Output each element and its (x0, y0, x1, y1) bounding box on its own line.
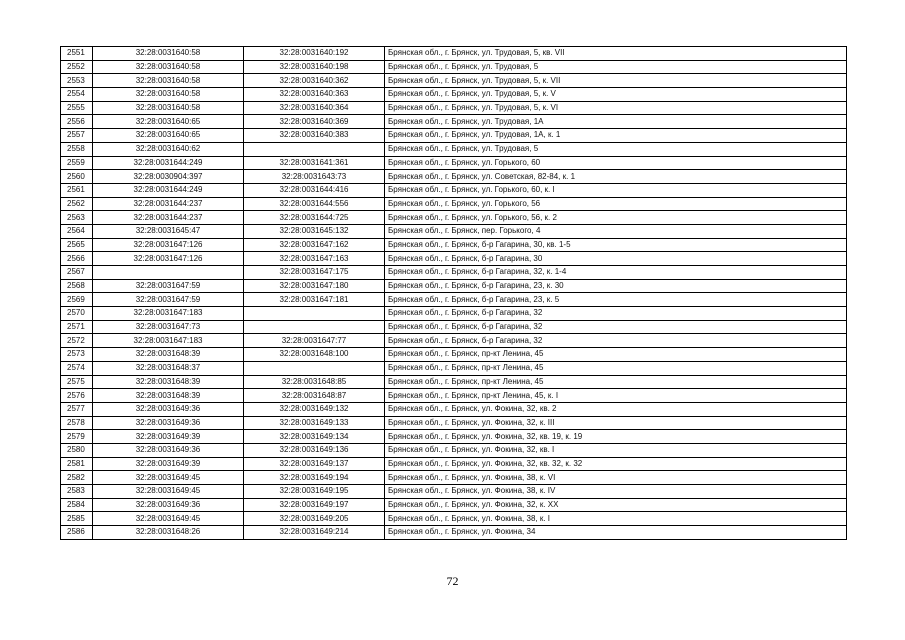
row-index-cell: 2575 (61, 375, 93, 389)
address-cell: Брянская обл., г. Брянск, пр-кт Ленина, 45 (385, 375, 847, 389)
parcel-number-cell: 32:28:0031640:58 (93, 60, 244, 74)
parcel-number-cell: 32:28:0031649:39 (93, 430, 244, 444)
row-index-cell: 2579 (61, 430, 93, 444)
parcel-number-cell: 32:28:0031648:39 (93, 348, 244, 362)
address-cell: Брянская обл., г. Брянск, ул. Трудовая, 5, кв. VII (385, 47, 847, 61)
table-row (61, 402, 847, 416)
row-index-cell: 2583 (61, 485, 93, 499)
row-index-cell: 2565 (61, 238, 93, 252)
row-index-cell: 2553 (61, 74, 93, 88)
parcel-number-cell: 32:28:0031648:39 (93, 389, 244, 403)
table-row (61, 416, 847, 430)
table-row (61, 211, 847, 225)
row-index-cell: 2568 (61, 279, 93, 293)
object-number-cell: 32:28:0031644:725 (244, 211, 385, 225)
address-cell: Брянская обл., г. Брянск, ул. Фокина, 32, кв. 32, к. 32 (385, 457, 847, 471)
table-row (61, 279, 847, 293)
object-number-cell: 32:28:0031640:192 (244, 47, 385, 61)
object-number-cell: 32:28:0031649:194 (244, 471, 385, 485)
row-index-cell: 2578 (61, 416, 93, 430)
row-index-cell: 2552 (61, 60, 93, 74)
row-index-cell: 2567 (61, 266, 93, 280)
address-cell: Брянская обл., г. Брянск, ул. Фокина, 32, кв. 19, к. 19 (385, 430, 847, 444)
registry-table (60, 46, 847, 540)
address-cell: Брянская обл., г. Брянск, ул. Трудовая, 1А, к. 1 (385, 129, 847, 143)
table-row (61, 512, 847, 526)
address-cell: Брянская обл., г. Брянск, ул. Трудовая, 5 (385, 142, 847, 156)
row-index-cell: 2557 (61, 129, 93, 143)
table-row (61, 348, 847, 362)
object-number-cell (244, 142, 385, 156)
parcel-number-cell: 32:28:0031647:73 (93, 320, 244, 334)
address-cell: Брянская обл., г. Брянск, ул. Фокина, 32, кв. I (385, 443, 847, 457)
parcel-number-cell: 32:28:0031649:36 (93, 443, 244, 457)
parcel-number-cell (93, 266, 244, 280)
table-row (61, 443, 847, 457)
row-index-cell: 2571 (61, 320, 93, 334)
parcel-number-cell: 32:28:0031645:47 (93, 224, 244, 238)
parcel-number-cell: 32:28:0031649:45 (93, 471, 244, 485)
object-number-cell (244, 320, 385, 334)
address-cell: Брянская обл., г. Брянск, ул. Трудовая, 5, к. VII (385, 74, 847, 88)
parcel-number-cell: 32:28:0031640:62 (93, 142, 244, 156)
parcel-number-cell: 32:28:0031640:58 (93, 88, 244, 102)
object-number-cell: 32:28:0031649:214 (244, 526, 385, 540)
address-cell: Брянская обл., г. Брянск, ул. Фокина, 32, кв. 2 (385, 402, 847, 416)
row-index-cell: 2574 (61, 361, 93, 375)
table-row (61, 307, 847, 321)
address-cell: Брянская обл., г. Брянск, б-р Гагарина, 30 (385, 252, 847, 266)
row-index-cell: 2561 (61, 183, 93, 197)
parcel-number-cell: 32:28:0031649:45 (93, 512, 244, 526)
table-row (61, 320, 847, 334)
object-number-cell: 32:28:0031640:383 (244, 129, 385, 143)
row-index-cell: 2555 (61, 101, 93, 115)
row-index-cell: 2563 (61, 211, 93, 225)
address-cell: Брянская обл., г. Брянск, б-р Гагарина, 23, к. 30 (385, 279, 847, 293)
table-row (61, 457, 847, 471)
object-number-cell (244, 361, 385, 375)
address-cell: Брянская обл., г. Брянск, ул. Трудовая, 5 (385, 60, 847, 74)
object-number-cell: 32:28:0031647:180 (244, 279, 385, 293)
parcel-number-cell: 32:28:0031647:59 (93, 293, 244, 307)
table-row (61, 430, 847, 444)
table-row (61, 183, 847, 197)
table-row (61, 389, 847, 403)
object-number-cell: 32:28:0031640:198 (244, 60, 385, 74)
row-index-cell: 2581 (61, 457, 93, 471)
parcel-number-cell: 32:28:0031640:58 (93, 101, 244, 115)
table-row (61, 74, 847, 88)
object-number-cell: 32:28:0031649:137 (244, 457, 385, 471)
table-row (61, 60, 847, 74)
parcel-number-cell: 32:28:0031647:183 (93, 307, 244, 321)
table-row (61, 115, 847, 129)
row-index-cell: 2558 (61, 142, 93, 156)
address-cell: Брянская обл., г. Брянск, б-р Гагарина, 32, к. 1-4 (385, 266, 847, 280)
object-number-cell: 32:28:0031648:87 (244, 389, 385, 403)
parcel-number-cell: 32:28:0031640:65 (93, 129, 244, 143)
address-cell: Брянская обл., г. Брянск, ул. Фокина, 32, к. XX (385, 498, 847, 512)
object-number-cell (244, 307, 385, 321)
parcel-number-cell: 32:28:0031647:126 (93, 252, 244, 266)
row-index-cell: 2562 (61, 197, 93, 211)
object-number-cell: 32:28:0031645:132 (244, 224, 385, 238)
table-row (61, 334, 847, 348)
row-index-cell: 2570 (61, 307, 93, 321)
row-index-cell: 2580 (61, 443, 93, 457)
table-row (61, 129, 847, 143)
row-index-cell: 2554 (61, 88, 93, 102)
object-number-cell: 32:28:0031647:163 (244, 252, 385, 266)
row-index-cell: 2559 (61, 156, 93, 170)
parcel-number-cell: 32:28:0031649:36 (93, 498, 244, 512)
table-row (61, 375, 847, 389)
address-cell: Брянская обл., г. Брянск, ул. Фокина, 34 (385, 526, 847, 540)
object-number-cell: 32:28:0031649:195 (244, 485, 385, 499)
object-number-cell: 32:28:0031647:181 (244, 293, 385, 307)
address-cell: Брянская обл., г. Брянск, ул. Фокина, 38, к. I (385, 512, 847, 526)
parcel-number-cell: 32:28:0031644:249 (93, 156, 244, 170)
address-cell: Брянская обл., г. Брянск, пр-кт Ленина, 45 (385, 361, 847, 375)
parcel-number-cell: 32:28:0031644:237 (93, 211, 244, 225)
table-row (61, 170, 847, 184)
address-cell: Брянская обл., г. Брянск, ул. Горького, 60, к. I (385, 183, 847, 197)
object-number-cell: 32:28:0031648:85 (244, 375, 385, 389)
row-index-cell: 2586 (61, 526, 93, 540)
parcel-number-cell: 32:28:0031649:36 (93, 402, 244, 416)
parcel-number-cell: 32:28:0031647:59 (93, 279, 244, 293)
address-cell: Брянская обл., г. Брянск, б-р Гагарина, 32 (385, 334, 847, 348)
address-cell: Брянская обл., г. Брянск, ул. Трудовая, 1А (385, 115, 847, 129)
parcel-number-cell: 32:28:0031648:39 (93, 375, 244, 389)
row-index-cell: 2576 (61, 389, 93, 403)
object-number-cell: 32:28:0031643:73 (244, 170, 385, 184)
object-number-cell: 32:28:0031640:364 (244, 101, 385, 115)
row-index-cell: 2572 (61, 334, 93, 348)
parcel-number-cell: 32:28:0031640:58 (93, 74, 244, 88)
table-row (61, 88, 847, 102)
row-index-cell: 2585 (61, 512, 93, 526)
object-number-cell: 32:28:0031649:136 (244, 443, 385, 457)
row-index-cell: 2577 (61, 402, 93, 416)
address-cell: Брянская обл., г. Брянск, ул. Советская, 82-84, к. 1 (385, 170, 847, 184)
row-index-cell: 2556 (61, 115, 93, 129)
address-cell: Брянская обл., г. Брянск, ул. Трудовая, 5, к. V (385, 88, 847, 102)
table-row (61, 252, 847, 266)
parcel-number-cell: 32:28:0031647:183 (93, 334, 244, 348)
address-cell: Брянская обл., г. Брянск, б-р Гагарина, 23, к. 5 (385, 293, 847, 307)
table-row (61, 293, 847, 307)
table-row (61, 238, 847, 252)
address-cell: Брянская обл., г. Брянск, пр-кт Ленина, 45, к. I (385, 389, 847, 403)
address-cell: Брянская обл., г. Брянск, б-р Гагарина, 32 (385, 320, 847, 334)
parcel-number-cell: 32:28:0031648:26 (93, 526, 244, 540)
parcel-number-cell: 32:28:0031649:39 (93, 457, 244, 471)
table-row (61, 101, 847, 115)
address-cell: Брянская обл., г. Брянск, ул. Горького, 56, к. 2 (385, 211, 847, 225)
address-cell: Брянская обл., г. Брянск, пр-кт Ленина, 45 (385, 348, 847, 362)
table-row (61, 485, 847, 499)
parcel-number-cell: 32:28:0031647:126 (93, 238, 244, 252)
page-number: 72 (446, 574, 459, 588)
row-index-cell: 2564 (61, 224, 93, 238)
parcel-number-cell: 32:28:0031649:45 (93, 485, 244, 499)
address-cell: Брянская обл., г. Брянск, ул. Фокина, 32, к. III (385, 416, 847, 430)
table-row (61, 224, 847, 238)
table-row (61, 156, 847, 170)
address-cell: Брянская обл., г. Брянск, б-р Гагарина, 30, кв. 1-5 (385, 238, 847, 252)
address-cell: Брянская обл., г. Брянск, ул. Горького, 60 (385, 156, 847, 170)
registry-table-body (61, 47, 847, 540)
table-row (61, 47, 847, 61)
parcel-number-cell: 32:28:0031649:36 (93, 416, 244, 430)
table-row (61, 361, 847, 375)
address-cell: Брянская обл., г. Брянск, ул. Горького, 56 (385, 197, 847, 211)
table-row (61, 197, 847, 211)
row-index-cell: 2582 (61, 471, 93, 485)
object-number-cell: 32:28:0031649:133 (244, 416, 385, 430)
address-cell: Брянская обл., г. Брянск, ул. Трудовая, 5, к. VI (385, 101, 847, 115)
table-row (61, 471, 847, 485)
object-number-cell: 32:28:0031648:100 (244, 348, 385, 362)
object-number-cell: 32:28:0031641:361 (244, 156, 385, 170)
row-index-cell: 2569 (61, 293, 93, 307)
address-cell: Брянская обл., г. Брянск, ул. Фокина, 38, к. IV (385, 485, 847, 499)
object-number-cell: 32:28:0031647:77 (244, 334, 385, 348)
row-index-cell: 2560 (61, 170, 93, 184)
object-number-cell: 32:28:0031649:205 (244, 512, 385, 526)
table-row (61, 142, 847, 156)
parcel-number-cell: 32:28:0031644:249 (93, 183, 244, 197)
object-number-cell: 32:28:0031640:362 (244, 74, 385, 88)
object-number-cell: 32:28:0031644:416 (244, 183, 385, 197)
parcel-number-cell: 32:28:0031648:37 (93, 361, 244, 375)
row-index-cell: 2566 (61, 252, 93, 266)
table-row (61, 498, 847, 512)
object-number-cell: 32:28:0031640:369 (244, 115, 385, 129)
object-number-cell: 32:28:0031647:162 (244, 238, 385, 252)
parcel-number-cell: 32:28:0031644:237 (93, 197, 244, 211)
parcel-number-cell: 32:28:0031640:58 (93, 47, 244, 61)
address-cell: Брянская обл., г. Брянск, пер. Горького, 4 (385, 224, 847, 238)
row-index-cell: 2551 (61, 47, 93, 61)
object-number-cell: 32:28:0031649:134 (244, 430, 385, 444)
table-row (61, 266, 847, 280)
parcel-number-cell: 32:28:0030904:397 (93, 170, 244, 184)
object-number-cell: 32:28:0031644:556 (244, 197, 385, 211)
object-number-cell: 32:28:0031647:175 (244, 266, 385, 280)
object-number-cell: 32:28:0031649:197 (244, 498, 385, 512)
address-cell: Брянская обл., г. Брянск, ул. Фокина, 38, к. VI (385, 471, 847, 485)
parcel-number-cell: 32:28:0031640:65 (93, 115, 244, 129)
row-index-cell: 2573 (61, 348, 93, 362)
object-number-cell: 32:28:0031649:132 (244, 402, 385, 416)
row-index-cell: 2584 (61, 498, 93, 512)
address-cell: Брянская обл., г. Брянск, б-р Гагарина, 32 (385, 307, 847, 321)
table-row (61, 526, 847, 540)
object-number-cell: 32:28:0031640:363 (244, 88, 385, 102)
